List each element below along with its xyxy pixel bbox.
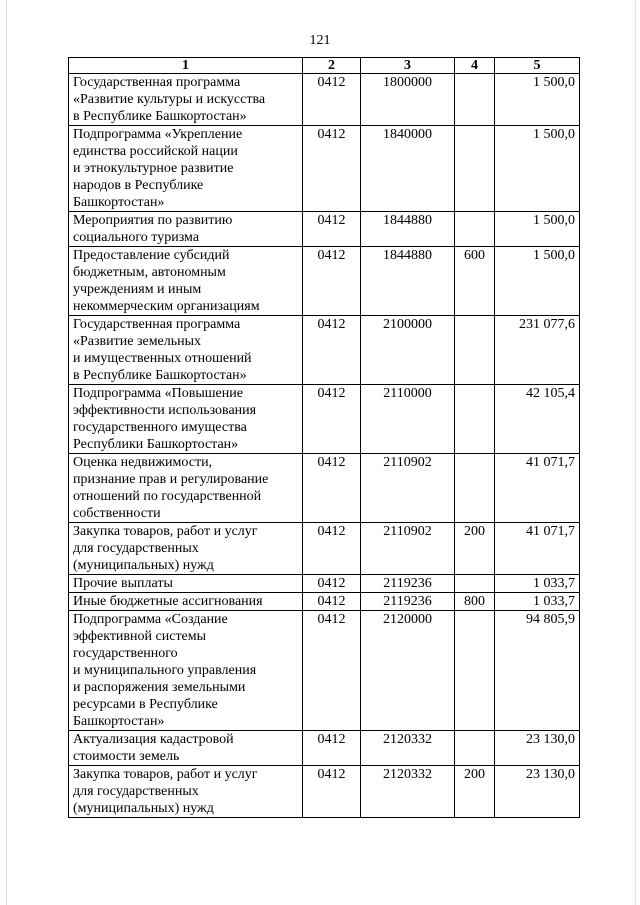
- row-type: 600: [455, 247, 495, 316]
- row-code: 1844880: [361, 212, 455, 247]
- row-type: [455, 575, 495, 593]
- row-section: 0412: [303, 212, 361, 247]
- row-section: 0412: [303, 126, 361, 212]
- table-row: [69, 593, 580, 611]
- row-amount: 1 033,7: [495, 593, 580, 611]
- row-section: 0412: [303, 385, 361, 454]
- row-amount: 42 105,4: [495, 385, 580, 454]
- row-code: 1844880: [361, 247, 455, 316]
- column-header-amount: 5: [495, 58, 580, 74]
- row-amount: 231 077,6: [495, 316, 580, 385]
- row-name: Иные бюджетные ассигнования: [69, 593, 303, 611]
- row-name: Государственная программа «Развитие культуры и искусства в Республике Башкортостан»: [69, 74, 303, 126]
- row-amount: 23 130,0: [495, 731, 580, 766]
- scan-edge-left: [6, 0, 7, 905]
- row-amount: 1 033,7: [495, 575, 580, 593]
- row-name: Государственная программа «Развитие земельных и имущественных отношений в Республике Башкортостан»: [69, 316, 303, 385]
- row-type: [455, 74, 495, 126]
- table-row: [69, 575, 580, 593]
- row-type: [455, 126, 495, 212]
- row-section: 0412: [303, 247, 361, 316]
- row-amount: 1 500,0: [495, 247, 580, 316]
- row-section: 0412: [303, 611, 361, 731]
- row-name: Подпрограмма «Укрепление единства российской нации и этнокультурное развитие народов в Республике Башкортостан»: [69, 126, 303, 212]
- row-type: [455, 611, 495, 731]
- row-type: [455, 385, 495, 454]
- row-amount: 23 130,0: [495, 766, 580, 818]
- row-section: 0412: [303, 575, 361, 593]
- table-row: [69, 454, 580, 523]
- row-amount: 41 071,7: [495, 523, 580, 575]
- row-type: [455, 316, 495, 385]
- row-code: 2120000: [361, 611, 455, 731]
- row-code: 2119236: [361, 593, 455, 611]
- row-code: 2119236: [361, 575, 455, 593]
- table-row: [69, 247, 580, 316]
- row-section: 0412: [303, 74, 361, 126]
- row-type: 200: [455, 523, 495, 575]
- column-header-name: 1: [69, 58, 303, 74]
- row-name: Закупка товаров, работ и услуг для государственных (муниципальных) нужд: [69, 766, 303, 818]
- row-section: 0412: [303, 766, 361, 818]
- row-section: 0412: [303, 731, 361, 766]
- row-code: 2120332: [361, 731, 455, 766]
- row-name: Подпрограмма «Повышение эффективности использования государственного имущества Республики Башкортостан»: [69, 385, 303, 454]
- row-amount: 94 805,9: [495, 611, 580, 731]
- row-code: 2110902: [361, 454, 455, 523]
- table-header-row: [69, 58, 580, 74]
- table-row: [69, 731, 580, 766]
- row-code: 2120332: [361, 766, 455, 818]
- row-code: 1800000: [361, 74, 455, 126]
- row-section: 0412: [303, 454, 361, 523]
- row-code: 2110902: [361, 523, 455, 575]
- row-amount: 1 500,0: [495, 74, 580, 126]
- table-row: [69, 611, 580, 731]
- column-header-code: 3: [361, 58, 455, 74]
- column-header-type: 4: [455, 58, 495, 74]
- row-code: 2100000: [361, 316, 455, 385]
- budget-table: [68, 57, 580, 818]
- table-row: [69, 523, 580, 575]
- column-header-section: 2: [303, 58, 361, 74]
- row-type: [455, 731, 495, 766]
- row-name: Мероприятия по развитию социального туризма: [69, 212, 303, 247]
- row-amount: 1 500,0: [495, 126, 580, 212]
- row-type: [455, 454, 495, 523]
- row-amount: 1 500,0: [495, 212, 580, 247]
- table-row: [69, 212, 580, 247]
- row-section: 0412: [303, 523, 361, 575]
- table-row: [69, 766, 580, 818]
- row-name: Актуализация кадастровой стоимости земель: [69, 731, 303, 766]
- row-name: Прочие выплаты: [69, 575, 303, 593]
- scan-edge-right: [635, 0, 636, 905]
- row-name: Закупка товаров, работ и услуг для государственных (муниципальных) нужд: [69, 523, 303, 575]
- row-type: 200: [455, 766, 495, 818]
- table-row: [69, 316, 580, 385]
- row-code: 1840000: [361, 126, 455, 212]
- row-section: 0412: [303, 593, 361, 611]
- page-number: 121: [309, 33, 331, 48]
- row-name: Оценка недвижимости, признание прав и регулирование отношений по государственной собственности: [69, 454, 303, 523]
- row-amount: 41 071,7: [495, 454, 580, 523]
- table-row: [69, 74, 580, 126]
- row-code: 2110000: [361, 385, 455, 454]
- row-name: Подпрограмма «Создание эффективной системы государственного и муниципального управления и распоряжения земельными ресурсами в Республике Башкортостан»: [69, 611, 303, 731]
- row-type: [455, 212, 495, 247]
- table-row: [69, 385, 580, 454]
- row-section: 0412: [303, 316, 361, 385]
- row-type: 800: [455, 593, 495, 611]
- table-row: [69, 126, 580, 212]
- row-name: Предоставление субсидий бюджетным, автономным учреждениям и иным некоммерческим организациям: [69, 247, 303, 316]
